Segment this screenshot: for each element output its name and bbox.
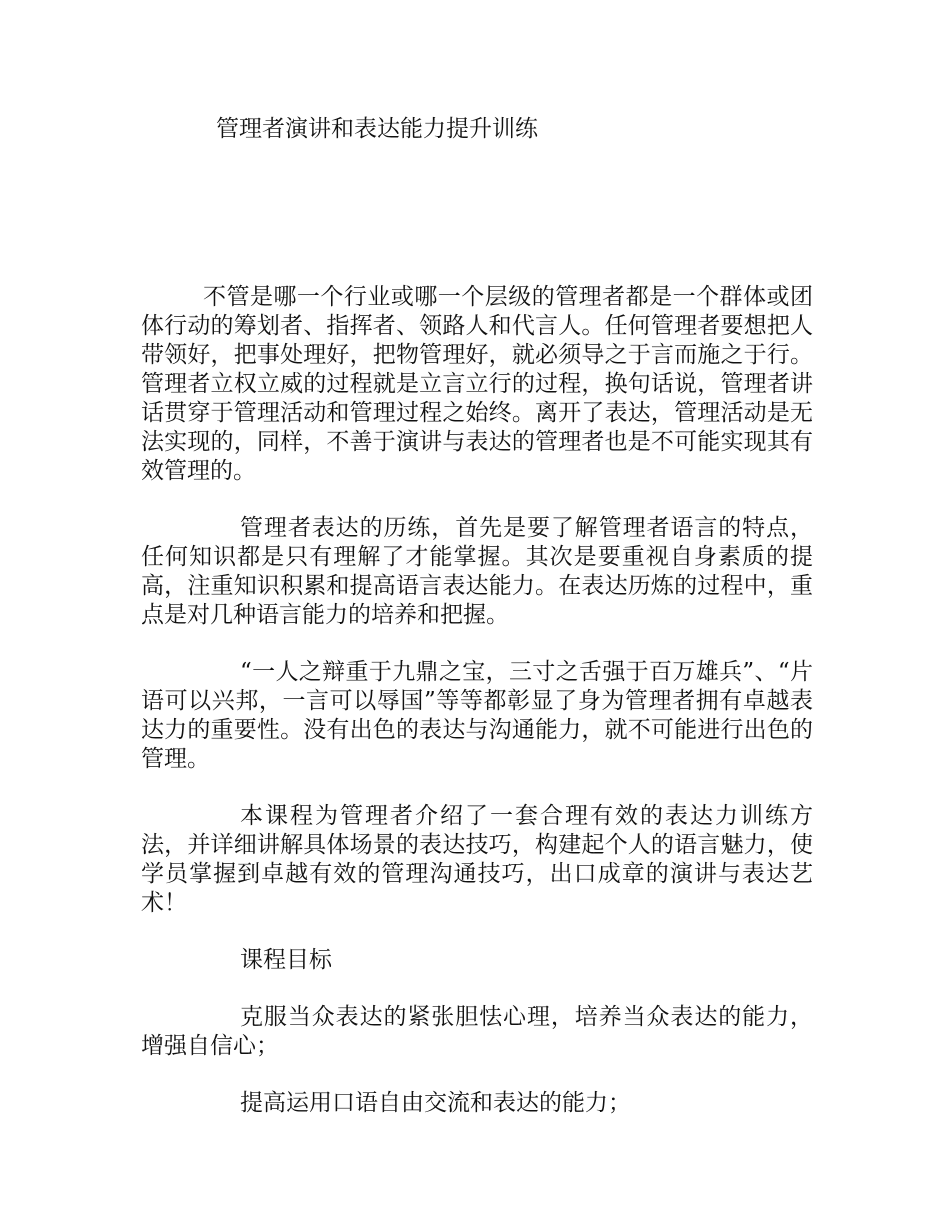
intro-paragraph: 不管是哪一个行业或哪一个层级的管理者都是一个群体或团体行动的筹划者、指挥者、领路人和代言人。任何管理者要想把人带领好，把事处理好，把物管理好，就必须导之于言而施之于行。管理者立权立威的过程就是立言立行的过程，换句话说，管理者讲话贯穿于管理活动和管理过程之始终。离开了表达，管理活动是无法实现的，同样，不善于演讲与表达的管理者也是不可能实现其有效管理的。 — [141, 284, 813, 484]
body-paragraph: 管理者表达的历练，首先是要了解管理者语言的特点，任何知识都是只有理解了才能掌握。其次是要重视自身素质的提高，注重知识积累和提高语言表达能力。在表达历炼的过程中，重点是对几种语言能力的培养和把握。 — [141, 515, 813, 628]
course-paragraph: 本课程为管理者介绍了一套合理有效的表达力训练方法，并详细讲解具体场景的表达技巧，构建起个人的语言魅力，使学员掌握到卓越有效的管理沟通技巧，出口成章的演讲与表达艺术！ — [141, 803, 813, 916]
document-title: 管理者演讲和表达能力提升训练 — [216, 116, 538, 142]
section-heading: 课程目标 — [240, 947, 332, 973]
goal-item: 提高运用口语自由交流和表达的能力； — [240, 1090, 631, 1116]
document-body — [141, 283, 813, 1146]
goal-item: 克服当众表达的紧张胆怯心理，培养当众表达的能力，增强自信心； — [141, 1004, 813, 1059]
quote-paragraph: “一人之辩重于九鼎之宝，三寸之舌强于百万雄兵”、“片语可以兴邦，一言可以辱国”等等都彰显了身为管理者拥有卓越表达力的重要性。没有出色的表达与沟通能力，就不可能进行出色的管理。 — [141, 659, 813, 772]
